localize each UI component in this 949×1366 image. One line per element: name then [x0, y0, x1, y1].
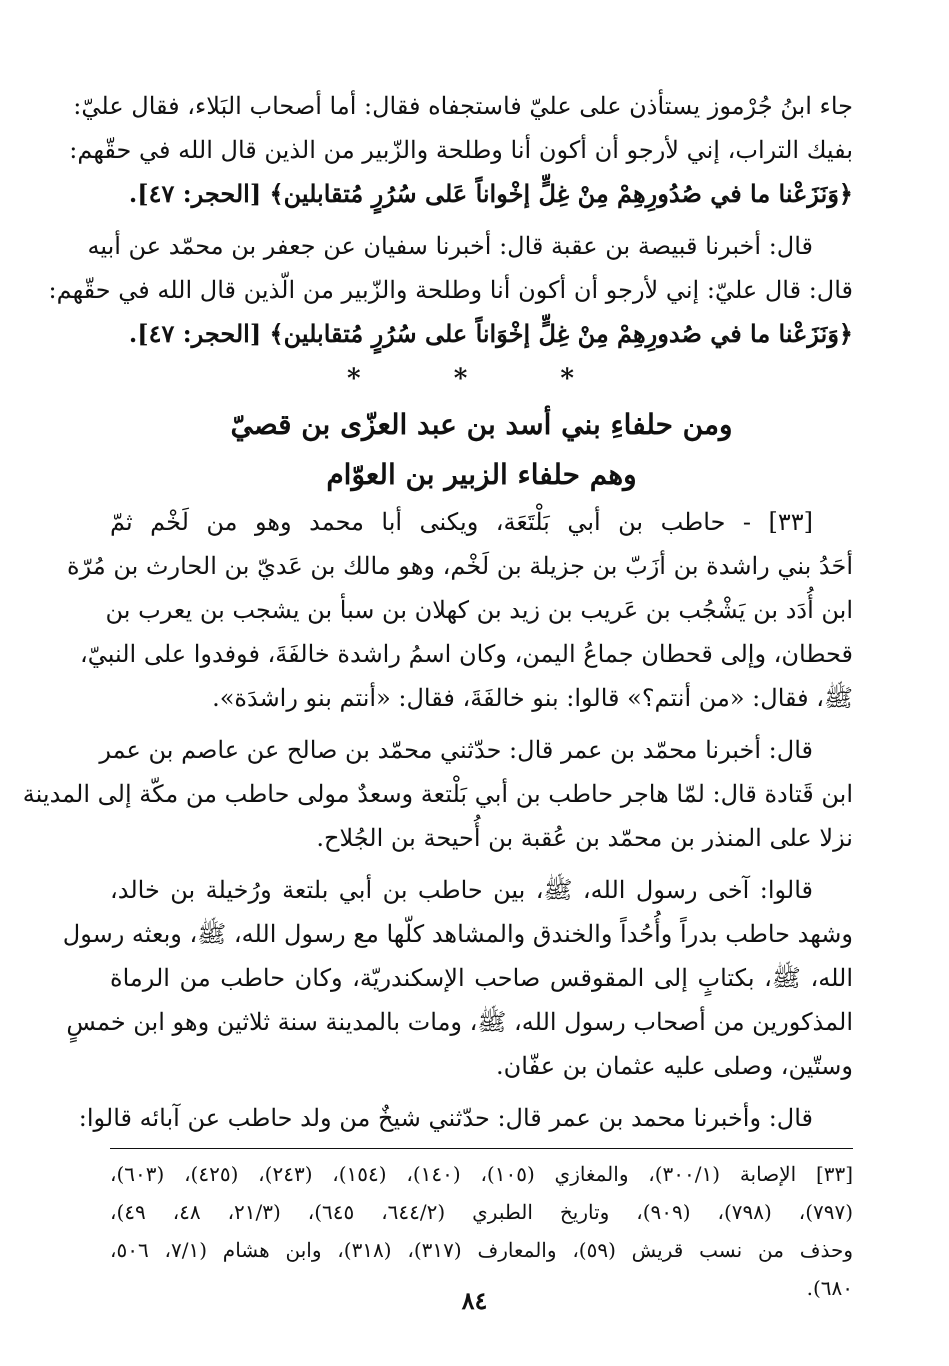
page-number: ٨٤: [461, 1286, 488, 1315]
text-line: الله، ﷺ، بكتابٍ إلى المقوقس صاحب الإسكندريّة، وكان حاطب من الرماة: [110, 964, 853, 992]
text-line: قال: أخبرنا قبيصة بن عقبة قال: أخبرنا سفيان عن جعفر بن محمّد عن أبيه: [87, 232, 813, 260]
footnote-line: ٦٨٠).: [806, 1276, 853, 1300]
section-separator-stars: * * *: [347, 364, 616, 394]
text-line: أحَدُ بني راشدة بن أزَبّ بن جزيلة بن لَخْم، وهو مالك بن عَديّ بن الحارث بن مُرّة: [67, 552, 853, 580]
text-line: ابن قَتادة قال: لمّا هاجر حاطب بن أبي بَلْتعة وسعدٌ مولى حاطب من مكّة إلى المدينة: [22, 780, 853, 808]
entry-heading-line: [٣٣] - حاطب بن أبي بَلْتَعَة، ويكنى أبا محمد وهو من لَخْم ثمّ: [110, 508, 813, 536]
text-line: قال: أخبرنا محمّد بن عمر قال: حدّثني محمّد بن صالح عن عاصم بن عمر: [99, 736, 813, 764]
quran-verse-line: ﴿وَنَزَعْنا ما في صُدُورِهِمْ مِنْ غِلٍّ إخْواناً عَلى سُرُرٍ مُتقابلين﴾ [الحجر: ٤٧].: [128, 179, 853, 208]
text-line: قالوا: آخى رسول الله، ﷺ، بين حاطب بن أبي بلتعة ورُخيلة بن خالد،: [110, 876, 813, 904]
text-line: قال: قال عليّ: إني لأرجو أن أكون أنا وطلحة والزّبير من الّذين قال الله في حقّهم:: [48, 276, 853, 304]
text-line: ﷺ، فقال: «من أنتم؟» قالوا: بنو خالفَةَ، فقال: «أنتم بنو راشدَة».: [212, 684, 853, 712]
text-line: ابن أُدَد بن يَشْجُب بن عَريب بن زيد بن كهلان بن سبأ بن يشجب بن يعرب بن: [105, 596, 853, 624]
text-line: بفيك التراب، إني لأرجو أن أكون أنا وطلحة والزّبير من الذين قال الله في حقّهم:: [69, 136, 853, 164]
paragraph-6: [78, 1096, 853, 1140]
footnote-line: (٧٩٧)، (٧٩٨)، (٩٠٩)، وتاريخ الطبري (٦٤٤/٢، ٦٤٥)، (٢١/٣، ٤٨، ٤٩)،: [110, 1200, 854, 1224]
section-heading-line-1: ومن حلفاءِ بني أسد بن عبد العزّى بن قصيّ: [230, 408, 733, 441]
quran-verse-line: ﴿وَنَزَعْنا ما في صُدورِهِمْ مِنْ غِلٍّ إخْوَاناً على سُرُرٍ مُتقابلين﴾ [الحجر: ٤٧].: [128, 319, 853, 348]
text-line: قحطان، وإلى قحطان جماعُ اليمن، وكان اسمُ راشدة خالفَةَ، فوفدوا على النبيّ،: [79, 640, 853, 668]
text-line: نزلا على المنذر بن محمّد بن عُقبة بن أُحيحة بن الجُلاح.: [316, 824, 853, 852]
text-line: جاء ابنُ جُرْموز يستأذن على عليّ فاستجفاه فقال: أما أصحاب البَلاء، فقال عليّ:: [73, 92, 853, 120]
footnote-divider: [110, 1148, 853, 1149]
footnotes: [110, 1155, 853, 1307]
text-line: المذكورين من أصحاب رسول الله، ﷺ، ومات بالمدينة سنة ثلاثين وهو ابن خمسٍ: [66, 1008, 853, 1036]
paragraph-1: [69, 84, 853, 216]
text-line: قال: وأخبرنا محمد بن عمر قال: حدّثني شيخٌ من ولد حاطب عن آبائه قالوا:: [78, 1104, 813, 1132]
footnote-line: [٣٣] الإصابة (٣٠٠/١)، والمغازي (١٠٥)، (١٤٠)، (١٥٤)، (٢٤٣)، (٤٢٥)، (٦٠٣)،: [110, 1162, 854, 1186]
section-heading-line-2: وهم حلفاء الزبير بن العوّام: [326, 458, 637, 491]
paragraph-2: [48, 224, 853, 356]
text-line: وشهد حاطب بدراً وأُحُداً والخندق والمشاهد كلّها مع رسول الله، ﷺ، وبعثه رسول: [62, 920, 853, 948]
text-line: وستّين، وصلى عليه عثمان بن عفّان.: [496, 1052, 853, 1080]
biography-entry-33: [67, 500, 853, 720]
footnote-line: وحذف من نسب قريش (٥٩)، والمعارف (٣١٧)، (٣١٨)، وابن هشام (٧/١، ٥٠٦،: [110, 1238, 854, 1262]
paragraph-4: [22, 728, 853, 860]
paragraph-5: [62, 868, 853, 1088]
